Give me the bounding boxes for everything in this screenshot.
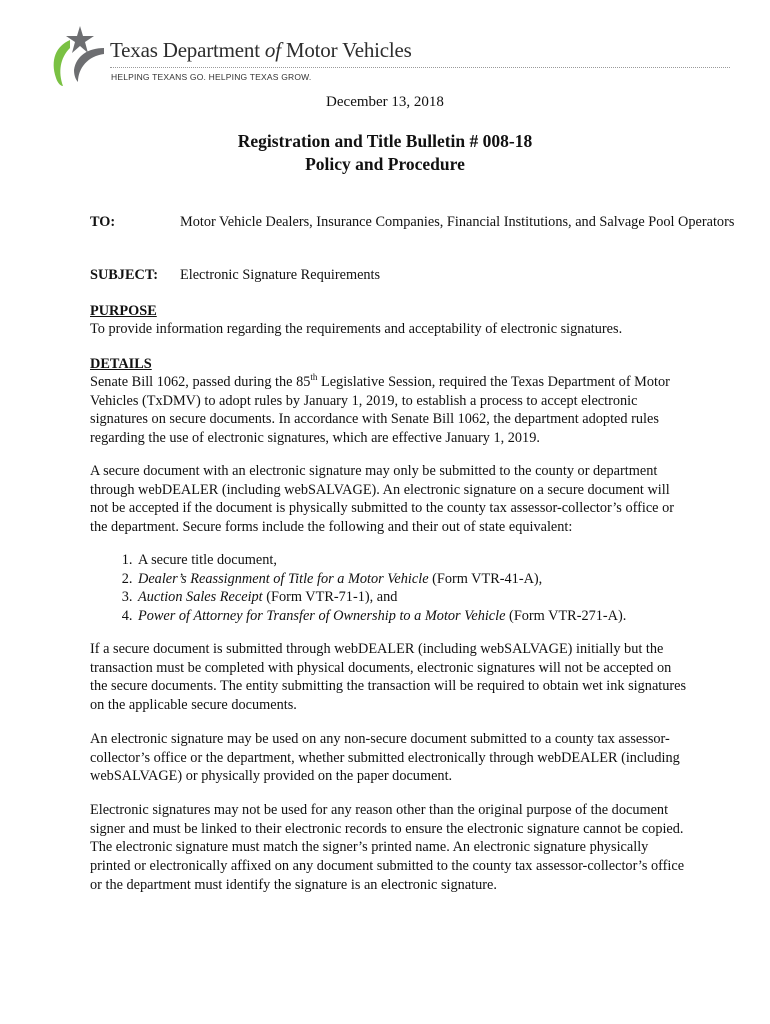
bulletin-date: December 13, 2018: [326, 94, 444, 110]
list-item: 3. Auction Sales Receipt (Form VTR-71-1), and: [136, 588, 736, 607]
purpose-text: To provide information regarding the requirements and acceptability of electronic signatures.: [90, 321, 623, 337]
header-divider: [110, 67, 730, 68]
list-item: 1. A secure title document,: [136, 551, 736, 570]
details-paragraph-1: Senate Bill 1062, passed during the 85th Legislative Session, required the Texas Department of Motor Vehicles (TxDMV) to adopt rules by January 1, 2019, to establish a process to accept electronic signatures on secure documents. In accordance with Senate Bill 1062, the department adopted rules regarding the use of electronic signatures, which are effective January 1, 2019.: [90, 372, 670, 447]
details-heading: DETAILS: [90, 356, 152, 372]
details-paragraph-5: Electronic signatures may not be used for any reason other than the original purpose of the document signer and must be linked to their electronic records to ensure the electronic signature cannot be copied. The electronic signature must match the signer’s printed name. An electronic signature physically printed or electronically affixed on any document submitted to the county tax assessor-collector’s office or the department must identify the signature is an electronic signature.: [90, 802, 685, 893]
subject-label: SUBJECT:: [90, 267, 159, 283]
title-line-1: Registration and Title Bulletin # 008-18: [237, 131, 533, 151]
list-item: 4. Power of Attorney for Transfer of Ownership to a Motor Vehicle (Form VTR-271-A).: [136, 607, 736, 626]
details-paragraph-2: A secure document with an electronic signature may only be submitted to the county or department through webDEALER (including webSALVAGE). An electronic signature on a secure document will not be accepted if the document is physically submitted to the county tax assessor-collector’s office or the department. Secure forms include the following and their out of state equivalent:: [90, 463, 675, 536]
details-paragraph-4: An electronic signature may be used on any non-secure document submitted to a county tax assessor-collector’s office or the department, whether submitted electronically through webDEALER (including webSALVAGE) or physically provided on the paper document.: [90, 731, 680, 785]
to-value: Motor Vehicle Dealers, Insurance Companies, Financial Institutions, and Salvage Pool Operators: [180, 214, 735, 230]
to-label: TO:: [90, 214, 116, 230]
letterhead: [44, 22, 734, 92]
list-item: 2. Dealer’s Reassignment of Title for a Motor Vehicle (Form VTR-41-A),: [136, 570, 736, 589]
bulletin-title: [0, 130, 770, 176]
subject-value: Electronic Signature Requirements: [180, 267, 381, 283]
title-line-2: Policy and Procedure: [305, 154, 465, 174]
organization-name: Texas Department of Motor Vehicles: [110, 38, 412, 62]
tagline: HELPING TEXANS GO. HELPING TEXAS GROW.: [111, 72, 312, 82]
purpose-heading: PURPOSE: [90, 303, 157, 319]
details-paragraph-3: If a secure document is submitted through webDEALER (including webSALVAGE) initially but the transaction must be completed with physical documents, electronic signatures will not be accepted on the secure documents. The entity submitting the transaction will be required to obtain wet ink signatures on the applicable secure documents.: [90, 641, 687, 714]
secure-forms-list: [90, 551, 736, 626]
txdmv-star-logo-icon: [44, 26, 106, 88]
